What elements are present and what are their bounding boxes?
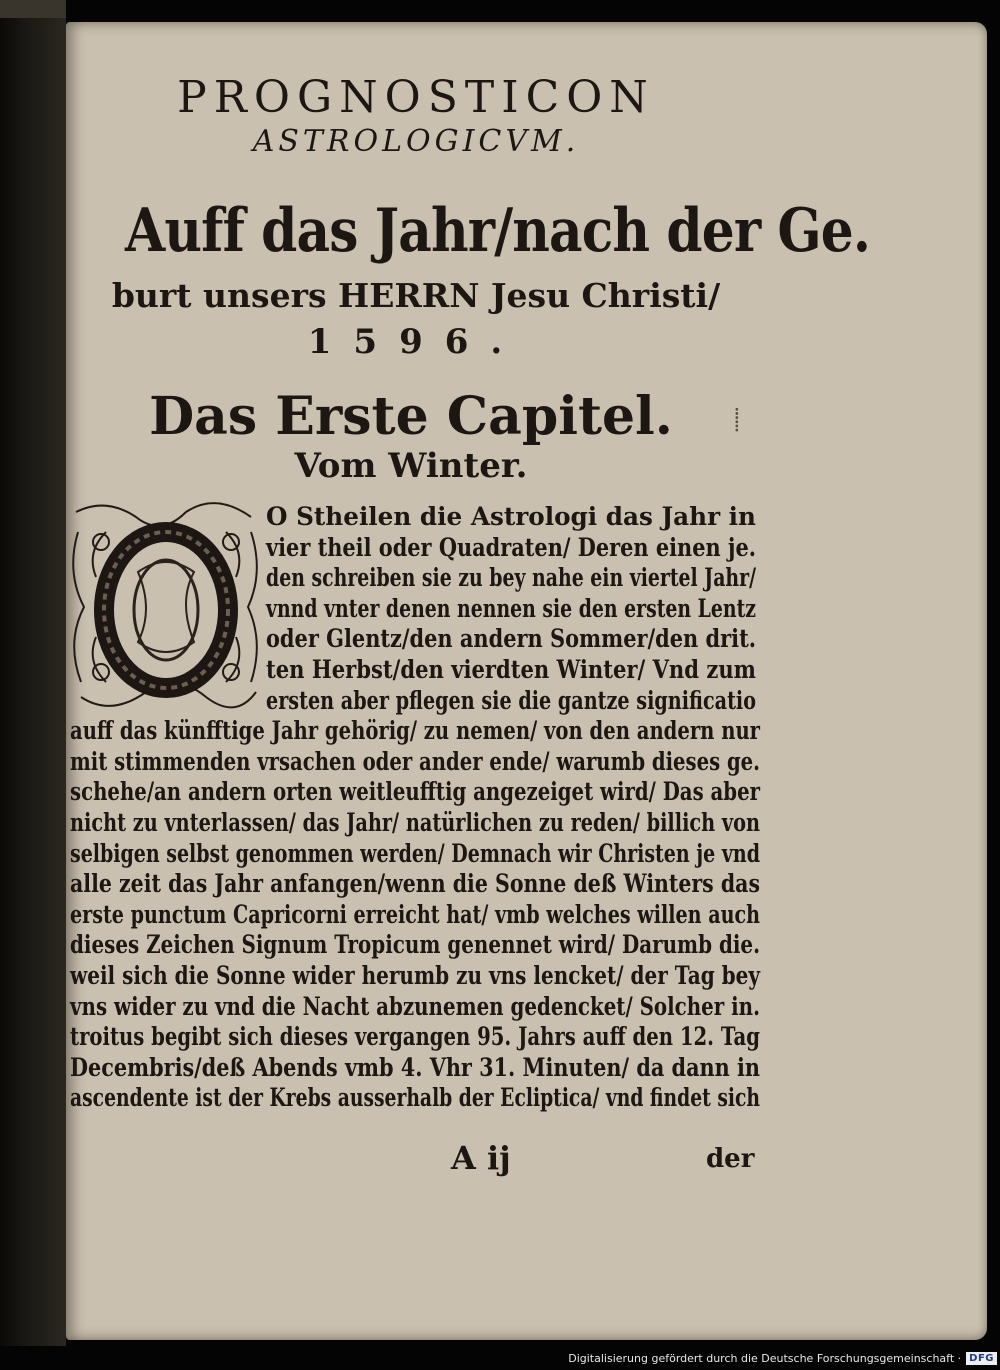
- page-subtitle: ASTROLOGICVM.: [252, 124, 580, 159]
- body-line: ascendente ist der Krebs ausserhalb der Ecliptica/ vnd findet sich: [70, 1083, 760, 1113]
- signature-mark: A ij: [451, 1139, 511, 1177]
- body-line: O Stheilen die Astrologi das Jahr in: [266, 502, 756, 531]
- body-line: ersten aber pflegen sie die gantze significatio: [266, 685, 756, 715]
- chapter-title: Das Erste Capitel.: [149, 386, 673, 447]
- body-line: vns wider zu vnd die Nacht abzunemen gedencket/ Solcher in.: [70, 991, 760, 1021]
- chapter-subtitle: Vom Winter.: [294, 446, 528, 486]
- body-line: Decembris/deß Abends vmb 4. Vhr 31. Minuten/ da dann in: [70, 1052, 760, 1082]
- catchword: der: [706, 1144, 755, 1174]
- body-line: mit stimmenden vrsachen oder ander ende/ warumb dieses ge.: [70, 746, 760, 776]
- margin-speck: ⸽: [734, 408, 740, 433]
- body-line: auff das künfftige Jahr gehörig/ zu nemen/ von den andern nur: [70, 716, 760, 746]
- year: 1596.: [307, 322, 525, 362]
- book-spine: [0, 0, 66, 1346]
- decorated-initial-o: [66, 492, 266, 722]
- dfg-logo: DFG: [966, 1352, 997, 1365]
- body-line: oder Glentz/den andern Sommer/den drit.: [266, 624, 756, 654]
- body-line: alle zeit das Jahr anfangen/wenn die Sonne deß Winters das: [70, 869, 760, 899]
- heading-line-2: burt unsers HERRN Jesu Christi/: [111, 276, 721, 315]
- body-line: den schreiben sie zu bey nahe ein viertel Jahr/: [266, 563, 756, 593]
- body-line: dieses Zeichen Signum Tropicum genennet wird/ Darumb die.: [70, 930, 760, 960]
- body-line: nicht zu vnterlassen/ das Jahr/ natürlichen zu reden/ billich von: [70, 808, 760, 837]
- body-line: schehe/an andern orten weitleufftig angezeiget wird/ Das aber: [70, 777, 760, 807]
- body-line: erste punctum Capricorni erreicht hat/ vmb welches willen auch: [70, 899, 760, 929]
- spine-edge: [0, 0, 66, 18]
- body-line: weil sich die Sonne wider herumb zu vns lencket/ der Tag bey: [70, 961, 760, 990]
- body-line: troitus begibt sich dieses vergangen 95. Jahrs auff den 12. Tag: [70, 1022, 760, 1052]
- book-page: [66, 22, 987, 1340]
- body-line: vnnd vnter denen nennen sie den ersten Lentz: [266, 593, 756, 623]
- body-line: vier theil oder Quadraten/ Deren einen je.: [266, 532, 756, 562]
- body-line: ten Herbst/den vierdten Winter/ Vnd zum: [266, 655, 756, 684]
- page-title: PROGNOSTICON: [177, 72, 655, 123]
- body-line: selbigen selbst genommen werden/ Demnach wir Christen je vnd: [70, 838, 760, 868]
- footer-text: Digitalisierung gefördert durch die Deutsche Forschungsgemeinschaft ·: [568, 1351, 962, 1365]
- heading-line-1: Auff das Jahr/nach der Ge.: [125, 196, 871, 266]
- digitization-footer: [558, 1346, 1000, 1370]
